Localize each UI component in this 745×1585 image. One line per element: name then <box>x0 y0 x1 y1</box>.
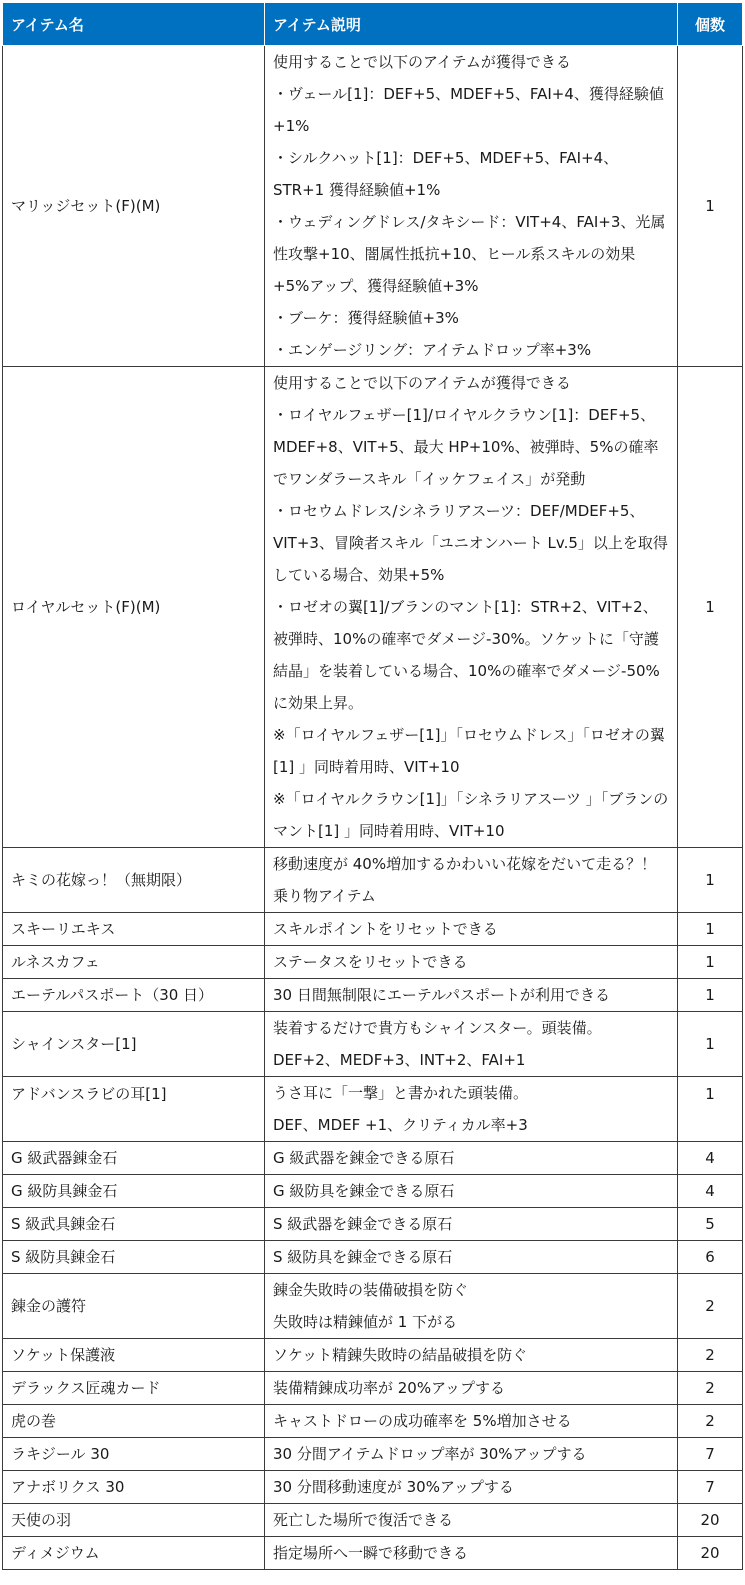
table-row <box>3 1175 743 1208</box>
table-row <box>3 1339 743 1372</box>
description-line: ※「ロイヤルクラウン[1]」「シネラリアスーツ 」「ブランのマント[1] 」同時着用時、VIT+10 <box>273 790 669 840</box>
item-description-cell <box>265 1142 678 1175</box>
table-row <box>3 1537 743 1570</box>
item-count-cell: 1 <box>678 367 743 848</box>
table-row <box>3 1208 743 1241</box>
description-line: 使用することで以下のアイテムが獲得できる <box>273 53 571 71</box>
item-name-cell: G 級武器錬金石 <box>3 1142 265 1175</box>
table-row <box>3 1012 743 1077</box>
table-row <box>3 1241 743 1274</box>
item-description-cell <box>265 979 678 1012</box>
description-line: 装備精錬成功率が 20%アップする <box>273 1379 506 1397</box>
item-description-cell <box>265 1537 678 1570</box>
header-count: 個数 <box>678 3 743 46</box>
description-line: 死亡した場所で復活できる <box>273 1511 454 1529</box>
description-line: ・ヴェール[1]：DEF+5、MDEF+5、FAI+4、獲得経験値+1% <box>273 85 664 135</box>
item-name-cell: シャインスター[1] <box>3 1012 265 1077</box>
description-line: ・ロセウムドレス/シネラリアスーツ：DEF/MDEF+5、VIT+3、冒険者スキル「ユニオンハート Lv.5」以上を取得している場合、効果+5% <box>273 502 668 584</box>
description-line: スキルポイントをリセットできる <box>273 920 498 938</box>
table-row <box>3 848 743 913</box>
item-name-cell: エーテルパスポート（30 日） <box>3 979 265 1012</box>
table-row <box>3 1471 743 1504</box>
item-description-cell <box>265 1405 678 1438</box>
item-description-cell <box>265 1208 678 1241</box>
table-row <box>3 1077 743 1142</box>
item-name-cell: キミの花嫁っ！（無期限） <box>3 848 265 913</box>
table-row <box>3 46 743 367</box>
item-name-cell: ラキジール 30 <box>3 1438 265 1471</box>
item-count-cell: 7 <box>678 1438 743 1471</box>
item-count-cell: 7 <box>678 1471 743 1504</box>
table-row <box>3 979 743 1012</box>
description-line: ・エンゲージリング：アイテムドロップ率+3% <box>273 341 592 359</box>
item-count-cell: 4 <box>678 1142 743 1175</box>
item-description-cell <box>265 1471 678 1504</box>
table-row <box>3 1274 743 1339</box>
item-description-cell <box>265 1372 678 1405</box>
description-line: ・ロゼオの翼[1]/ブランのマント[1]：STR+2、VIT+2、被弾時、10%の確率でダメージ-30%。ソケットに「守護結晶」を装着している場合、10%の確率でダメージ-50%に効果上昇。 <box>273 598 660 712</box>
description-line: 30 分間移動速度が 30%アップする <box>273 1478 514 1496</box>
description-line: 30 分間アイテムドロップ率が 30%アップする <box>273 1445 587 1463</box>
item-name-cell: デラックス匠魂カード <box>3 1372 265 1405</box>
item-count-cell: 1 <box>678 1012 743 1077</box>
item-description-cell <box>265 946 678 979</box>
item-name-cell: S 級防具錬金石 <box>3 1241 265 1274</box>
table-row <box>3 367 743 848</box>
description-line: S 級防具を錬金できる原石 <box>273 1248 453 1266</box>
item-count-cell: 2 <box>678 1339 743 1372</box>
item-count-cell: 2 <box>678 1372 743 1405</box>
item-count-cell: 1 <box>678 848 743 913</box>
description-line: ・ブーケ：獲得経験値+3% <box>273 309 459 327</box>
item-description-cell <box>265 1175 678 1208</box>
item-name-cell: 天使の羽 <box>3 1504 265 1537</box>
item-description-cell <box>265 1339 678 1372</box>
description-line: ※「ロイヤルフェザー[1]」「ロセウムドレス」「ロゼオの翼[1] 」同時着用時、VIT+10 <box>273 726 665 776</box>
item-name-cell: アナボリクス 30 <box>3 1471 265 1504</box>
description-line: ・シルクハット[1]：DEF+5、MDEF+5、FAI+4、STR+1 獲得経験値+1% <box>273 149 619 199</box>
item-name-cell: ディメジウム <box>3 1537 265 1570</box>
item-count-cell: 4 <box>678 1175 743 1208</box>
description-line: 失敗時は精錬値が 1 下がる <box>273 1313 458 1331</box>
description-line: DEF、MDEF +1、クリティカル率+3 <box>273 1116 528 1134</box>
item-name-cell: ロイヤルセット(F)(M) <box>3 367 265 848</box>
description-line: 使用することで以下のアイテムが獲得できる <box>273 374 571 392</box>
item-count-cell: 1 <box>678 979 743 1012</box>
item-description-cell <box>265 848 678 913</box>
item-description-cell <box>265 1438 678 1471</box>
item-count-cell: 1 <box>678 1077 743 1142</box>
item-description-cell <box>265 913 678 946</box>
item-count-cell: 20 <box>678 1537 743 1570</box>
header-item-name: アイテム名 <box>3 3 265 46</box>
item-name-cell: ルネスカフェ <box>3 946 265 979</box>
item-count-cell: 5 <box>678 1208 743 1241</box>
description-line: 移動速度が 40%増加するかわいい花嫁をだいて走る？！乗り物アイテム <box>273 855 657 905</box>
description-line: DEF+2、MEDF+3、INT+2、FAI+1 <box>273 1051 526 1069</box>
header-item-description: アイテム説明 <box>265 3 678 46</box>
item-description-cell <box>265 46 678 367</box>
description-line: キャストドローの成功確率を 5%増加させる <box>273 1412 572 1430</box>
item-count-cell: 1 <box>678 46 743 367</box>
table-row <box>3 913 743 946</box>
item-description-cell <box>265 1274 678 1339</box>
item-description-cell <box>265 1077 678 1142</box>
item-name-cell: 錬金の護符 <box>3 1274 265 1339</box>
item-table <box>2 2 743 1570</box>
description-line: 指定場所へ一瞬で移動できる <box>273 1544 469 1562</box>
item-name-cell: マリッジセット(F)(M) <box>3 46 265 367</box>
item-description-cell <box>265 1241 678 1274</box>
description-line: ソケット精錬失敗時の結晶破損を防ぐ <box>273 1346 528 1364</box>
item-name-cell: スキーリエキス <box>3 913 265 946</box>
table-row <box>3 1438 743 1471</box>
description-line: G 級防具を錬金できる原石 <box>273 1182 455 1200</box>
item-description-cell <box>265 367 678 848</box>
description-line: G 級武器を錬金できる原石 <box>273 1149 455 1167</box>
table-row <box>3 946 743 979</box>
header-row <box>3 3 743 46</box>
table-row <box>3 1372 743 1405</box>
item-count-cell: 2 <box>678 1274 743 1339</box>
description-line: うさ耳に「一撃」と書かれた頭装備。 <box>273 1084 529 1102</box>
item-name-cell: 虎の巻 <box>3 1405 265 1438</box>
item-count-cell: 1 <box>678 913 743 946</box>
description-line: 30 日間無制限にエーテルパスポートが利用できる <box>273 986 611 1004</box>
description-line: 装着するだけで貴方もシャインスター。頭装備。 <box>273 1019 602 1037</box>
item-name-cell: アドバンスラビの耳[1] <box>3 1077 265 1142</box>
table-row <box>3 1142 743 1175</box>
item-count-cell: 1 <box>678 946 743 979</box>
item-count-cell: 20 <box>678 1504 743 1537</box>
item-count-cell: 6 <box>678 1241 743 1274</box>
item-name-cell: ソケット保護液 <box>3 1339 265 1372</box>
item-count-cell: 2 <box>678 1405 743 1438</box>
item-name-cell: G 級防具錬金石 <box>3 1175 265 1208</box>
description-line: ・ロイヤルフェザー[1]/ロイヤルクラウン[1]：DEF+5、MDEF+8、VIT+5、最大 HP+10%、被弾時、5%の確率でワンダラースキル「イッケフェイス」が発動 <box>273 406 659 488</box>
description-line: S 級武器を錬金できる原石 <box>273 1215 453 1233</box>
description-line: ・ウェディングドレス/タキシード：VIT+4、FAI+3、光属性攻撃+10、闇属性抵抗+10、ヒール系スキルの効果+5%アップ、獲得経験値+3% <box>273 213 666 295</box>
item-name-cell: S 級武具錬金石 <box>3 1208 265 1241</box>
item-description-cell <box>265 1012 678 1077</box>
item-description-cell <box>265 1504 678 1537</box>
table-row <box>3 1504 743 1537</box>
table-row <box>3 1405 743 1438</box>
description-line: 錬金失敗時の装備破損を防ぐ <box>273 1281 469 1299</box>
description-line: ステータスをリセットできる <box>273 953 468 971</box>
